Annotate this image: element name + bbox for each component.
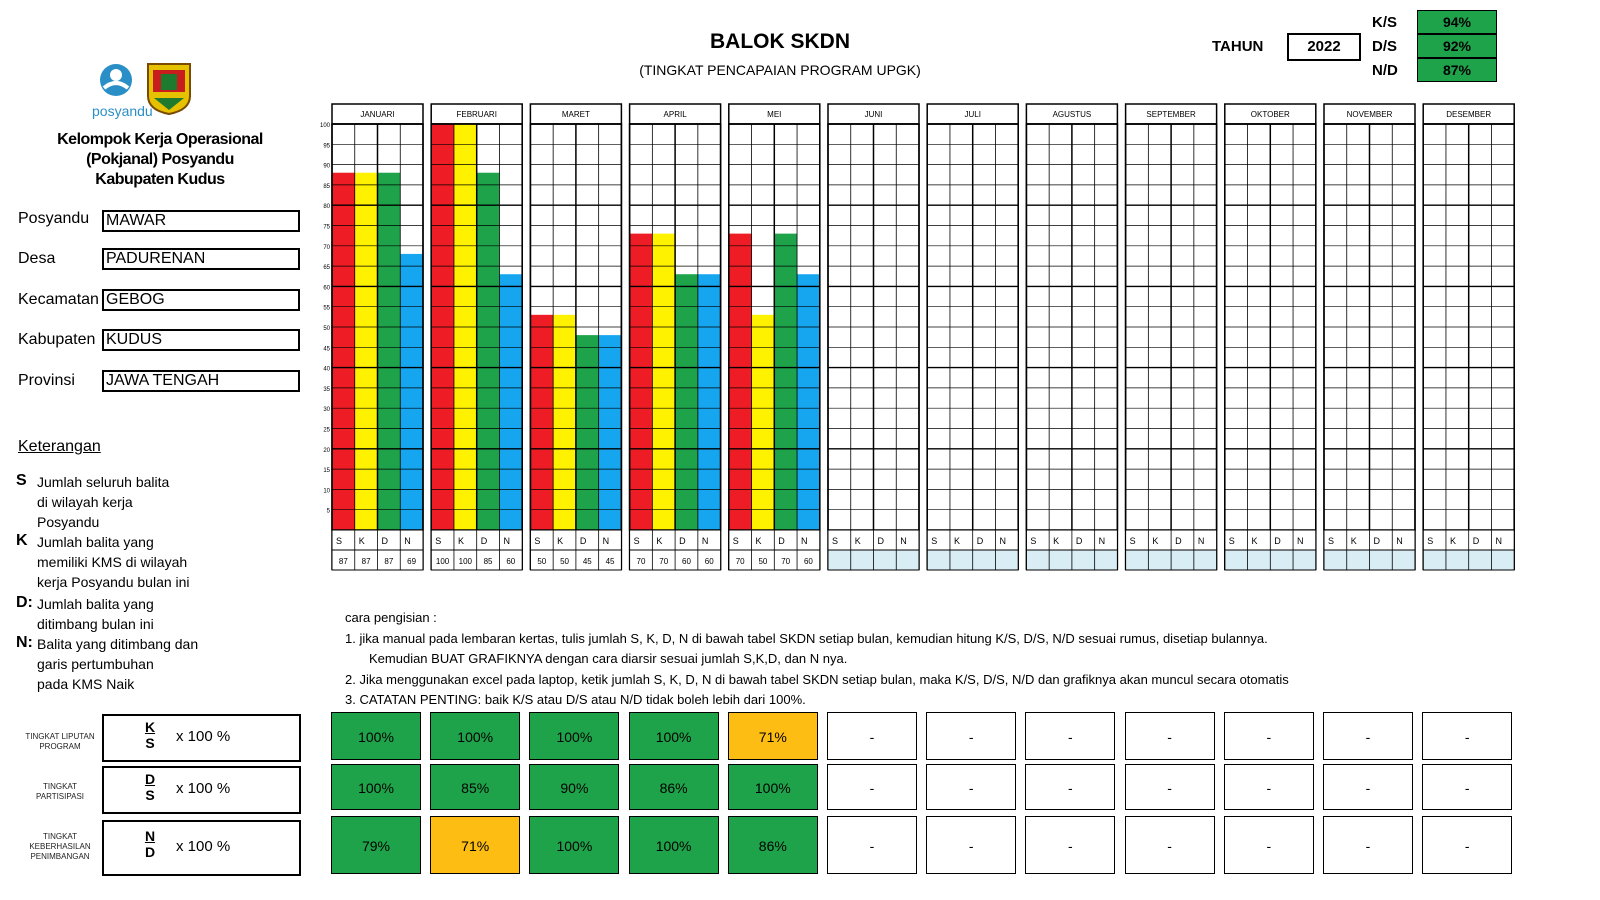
legend-text-d	[37, 594, 237, 634]
fraction-denominator: S	[145, 735, 155, 751]
percentage-cell: 100%	[629, 712, 719, 760]
fraction-nd	[142, 828, 158, 860]
month-label: JUNI	[864, 110, 883, 119]
org-line: Kabupaten Kudus	[95, 171, 225, 188]
skdn-letter: K	[1053, 536, 1060, 546]
percentage-cell: -	[926, 764, 1016, 810]
percentage-cell: 85%	[430, 764, 520, 810]
percentage-cell: -	[926, 816, 1016, 874]
percentage-cell: -	[1025, 816, 1115, 874]
skdn-letter: D	[480, 536, 488, 546]
field-kecamatan[interactable]: GEBOG	[102, 289, 300, 311]
skdn-letter: N	[801, 536, 808, 546]
skdn-letter: K	[953, 536, 960, 546]
org-line: (Pokjanal) Posyandu	[86, 151, 234, 168]
legend-line: Jumlah balita yang	[37, 534, 154, 550]
fraction-denominator: S	[145, 787, 155, 803]
formula-multiplier: x 100 %	[176, 838, 231, 855]
skdn-value: 50	[758, 557, 768, 566]
legend-line: Posyandu	[37, 514, 100, 530]
percentage-cell: -	[1323, 816, 1413, 874]
skdn-letter: K	[854, 536, 861, 546]
legend-key-k: K	[16, 532, 28, 549]
month-label: JANUARI	[360, 110, 395, 119]
instruction-line: cara pengisian :	[345, 610, 437, 625]
skdn-value: 100	[458, 557, 473, 566]
y-tick-label: 85	[323, 183, 330, 190]
percentage-cell: -	[926, 712, 1016, 760]
skdn-letter: N	[602, 536, 610, 546]
skdn-value: 85	[483, 557, 493, 566]
y-tick-label: 65	[323, 265, 330, 272]
percentage-cell: -	[1224, 712, 1314, 760]
skdn-value: 87	[361, 557, 371, 566]
skdn-letter: K	[1152, 536, 1159, 546]
bar-s	[332, 173, 355, 530]
field-provinsi[interactable]: JAWA TENGAH	[102, 370, 300, 392]
month-label: NOVEMBER	[1346, 110, 1393, 119]
skdn-letter: N	[1495, 536, 1502, 546]
legend-key-n: N:	[16, 634, 33, 651]
y-tick-label: 90	[323, 163, 330, 170]
skdn-letter: N	[999, 536, 1006, 546]
skdn-letter: K	[557, 536, 564, 546]
bar-d	[477, 173, 500, 530]
skdn-value: 70	[636, 557, 646, 566]
skdn-letter: S	[336, 536, 343, 546]
field-label-kabupaten: Kabupaten	[18, 331, 96, 348]
y-tick-label: 45	[323, 346, 330, 353]
skdn-letter: S	[1129, 536, 1136, 546]
skdn-letter: S	[1228, 536, 1235, 546]
skdn-letter: S	[832, 536, 839, 546]
legend-line: Jumlah seluruh balita	[37, 474, 170, 490]
bar-d	[576, 335, 599, 530]
instruction-line: Kemudian BUAT GRAFIKNYA dengan cara diarsir sesuai jumlah S,K,D, dan N nya.	[369, 651, 848, 666]
legend-text-n	[37, 634, 237, 694]
skdn-value: 45	[605, 557, 615, 566]
month-label: MARET	[561, 110, 590, 119]
percentage-cell: -	[1422, 764, 1512, 810]
skdn-letter: N	[1197, 536, 1205, 546]
legend-line: kerja Posyandu bulan ini	[37, 574, 190, 590]
skdn-value: 70	[781, 557, 791, 566]
percentage-cell: -	[827, 816, 917, 874]
instructions	[345, 608, 1545, 711]
bar-n	[797, 274, 820, 530]
y-tick-label: 5	[326, 508, 330, 515]
bar-d	[378, 173, 401, 530]
skdn-letter: N	[1098, 536, 1106, 546]
percentage-cell: -	[827, 712, 917, 760]
percentage-cell: -	[1025, 712, 1115, 760]
month-label: APRIL	[663, 110, 687, 119]
skdn-value: 60	[704, 557, 714, 566]
skdn-letter: K	[1251, 536, 1258, 546]
skdn-letter: K	[1350, 536, 1357, 546]
percentage-cell: -	[1224, 816, 1314, 874]
percentage-cell: -	[1125, 764, 1215, 810]
month-label: OKTOBER	[1250, 110, 1290, 119]
bar-s	[630, 234, 653, 530]
field-label-posyandu: Posyandu	[18, 210, 90, 227]
skdn-value: 70	[735, 557, 745, 566]
skdn-letter: S	[534, 536, 541, 546]
percentage-cell: -	[1422, 816, 1512, 874]
percentage-cell: 100%	[629, 816, 719, 874]
y-tick-label: 35	[323, 386, 330, 393]
skdn-letter: D	[679, 536, 686, 546]
y-tick-label: 30	[323, 407, 330, 414]
bar-n	[499, 274, 522, 530]
field-label-kecamatan: Kecamatan	[18, 291, 99, 308]
y-tick-label: 25	[323, 427, 330, 434]
formula-nd	[102, 820, 301, 876]
skdn-value: 60	[682, 557, 691, 566]
legend-key-s: S	[16, 472, 27, 489]
ratio-value-nd: 87%	[1417, 58, 1497, 82]
legend-line: pada KMS Naik	[37, 676, 135, 692]
instruction-line: 1. jika manual pada lembaran kertas, tulis jumlah S, K, D, N di bawah tabel SKDN setiap bulan, kemudian hitung K/S, D/S, N/D sesuai rumus, disetiap bulannya.	[345, 630, 1268, 646]
kudus-emblem-icon	[146, 62, 192, 116]
row-label-liputan: TINGKAT LIPUTAN PROGRAM	[25, 732, 95, 751]
y-tick-label: 100	[319, 123, 330, 129]
percentage-cell: -	[1323, 764, 1413, 810]
skdn-letter: S	[732, 536, 739, 546]
y-tick-label: 40	[323, 366, 330, 373]
y-tick-label: 10	[323, 488, 330, 495]
skdn-letter: D	[1274, 536, 1281, 546]
y-tick-label: 70	[323, 244, 330, 251]
fraction-ds	[142, 771, 158, 803]
org-line: Kelompok Kerja Operasional	[57, 131, 263, 148]
month-label: SEPTEMBER	[1146, 110, 1196, 119]
page-subtitle: (TINGKAT PENCAPAIAN PROGRAM UPGK)	[639, 62, 921, 78]
skdn-bar-chart	[315, 100, 1550, 580]
percentage-cell: 90%	[529, 764, 619, 810]
skdn-letter: D	[1175, 536, 1182, 546]
legend-text-k	[37, 532, 237, 592]
bar-s	[729, 234, 752, 530]
y-tick-label: 55	[323, 305, 330, 312]
field-kabupaten[interactable]: KUDUS	[102, 329, 300, 351]
skdn-value: 100	[435, 557, 450, 566]
ratio-label-ks: K/S	[1372, 14, 1398, 31]
formula-ds	[102, 766, 301, 814]
percentage-cell: 100%	[529, 712, 619, 760]
field-desa[interactable]: PADURENAN	[102, 248, 300, 270]
row-label-partisipasi: TINGKAT PARTISIPASI	[35, 782, 84, 801]
percentage-cell: -	[827, 764, 917, 810]
percentage-cell: 86%	[728, 816, 818, 874]
percentage-cell: -	[1025, 764, 1115, 810]
percentage-cell: -	[1323, 712, 1413, 760]
percentage-cell: 100%	[331, 712, 421, 760]
tahun-input[interactable]: 2022	[1287, 33, 1361, 61]
bar-n	[599, 335, 622, 530]
skdn-letter: D	[1472, 536, 1480, 546]
skdn-value: 69	[407, 557, 417, 566]
skdn-letter: S	[931, 536, 938, 546]
skdn-value: 70	[659, 557, 669, 566]
tahun-label: TAHUN	[1212, 38, 1264, 55]
month-label: FEBRUARI	[456, 110, 497, 119]
bar-k	[652, 234, 675, 530]
skdn-letter: D	[579, 536, 587, 546]
formula-multiplier: x 100 %	[176, 728, 231, 745]
field-posyandu[interactable]: MAWAR	[102, 210, 300, 232]
month-label: JULI	[964, 110, 981, 119]
ratio-value-ks: 94%	[1417, 10, 1497, 34]
percentage-cell: 71%	[430, 816, 520, 874]
skdn-letter: N	[900, 536, 907, 546]
y-tick-label: 60	[323, 285, 330, 292]
field-label-desa: Desa	[18, 250, 56, 267]
ratio-label-ds: D/S	[1372, 38, 1398, 55]
skdn-letter: D	[877, 536, 884, 546]
y-tick-label: 50	[323, 326, 330, 332]
skdn-letter: K	[656, 536, 663, 546]
skdn-letter: N	[1396, 536, 1403, 546]
skdn-value: 45	[582, 557, 592, 566]
skdn-letter: K	[358, 536, 365, 546]
legend-key-d: D:	[16, 594, 33, 611]
field-label-provinsi: Provinsi	[18, 372, 75, 389]
fraction-denominator: D	[144, 844, 156, 860]
skdn-letter: D	[1075, 536, 1083, 546]
percentage-cell: -	[1224, 764, 1314, 810]
skdn-letter: K	[755, 536, 762, 546]
legend-text-s	[37, 472, 237, 532]
legend-line: Balita yang ditimbang dan	[37, 636, 199, 652]
ratio-value-ds: 92%	[1417, 34, 1497, 58]
skdn-letter: S	[633, 536, 640, 546]
percentage-cell: -	[1422, 712, 1512, 760]
skdn-letter: D	[381, 536, 388, 546]
percentage-cell: 100%	[331, 764, 421, 810]
legend-line: garis pertumbuhan	[37, 656, 154, 672]
page-title: BALOK SKDN	[710, 30, 850, 53]
percentage-cell: -	[1125, 816, 1215, 874]
skdn-value: 50	[537, 557, 547, 566]
bar-n	[400, 254, 423, 530]
keterangan-title: Keterangan	[18, 438, 101, 455]
fraction-numerator: N	[144, 828, 156, 844]
organization-name	[40, 130, 280, 190]
y-tick-label: 15	[323, 468, 330, 475]
month-label: AGUSTUS	[1052, 110, 1092, 119]
percentage-cell: 100%	[430, 712, 520, 760]
legend-line: di wilayah kerja	[37, 494, 133, 510]
bar-d	[675, 274, 698, 530]
skdn-letter: S	[1328, 536, 1335, 546]
formula-multiplier: x 100 %	[176, 780, 231, 797]
percentage-cell: 86%	[629, 764, 719, 810]
skdn-letter: N	[1297, 536, 1304, 546]
bar-d	[774, 234, 797, 530]
percentage-cell: 100%	[529, 816, 619, 874]
skdn-letter: N	[503, 536, 510, 546]
fraction-numerator: D	[144, 771, 156, 787]
y-tick-label: 20	[323, 447, 330, 454]
posyandu-logo-text: posyandu	[92, 103, 153, 119]
skdn-value: 60	[506, 557, 516, 566]
skdn-value: 87	[338, 557, 348, 566]
month-label: MEI	[767, 110, 782, 119]
row-label-keberhasilan: TINGKAT KEBERHASILAN PENIMBANGAN	[29, 832, 91, 861]
formula-ks	[102, 714, 301, 762]
ratio-label-nd: N/D	[1372, 62, 1398, 79]
month-label: DESEMBER	[1446, 110, 1492, 119]
percentage-cell: 79%	[331, 816, 421, 874]
logo-area	[92, 58, 202, 120]
skdn-letter: D	[778, 536, 785, 546]
bar-n	[698, 274, 721, 530]
skdn-letter: N	[701, 536, 709, 546]
percentage-cell: 71%	[728, 712, 818, 760]
percentage-cell: -	[1125, 712, 1215, 760]
y-tick-label: 80	[323, 204, 330, 211]
y-tick-label: 75	[323, 224, 330, 231]
fraction-ks	[142, 719, 158, 751]
skdn-letter: K	[457, 536, 464, 546]
legend-line: ditimbang bulan ini	[37, 616, 154, 632]
skdn-value: 87	[384, 557, 394, 566]
skdn-letter: D	[976, 536, 984, 546]
bar-k	[355, 173, 378, 530]
skdn-letter: S	[1030, 536, 1037, 546]
y-tick-label: 95	[323, 143, 330, 150]
skdn-value: 60	[803, 557, 813, 566]
instruction-line: 3. CATATAN PENTING: baik K/S atau D/S atau N/D tidak boleh lebih dari 100%.	[345, 692, 806, 707]
legend-line: memiliki KMS di wilayah	[37, 554, 188, 570]
fraction-numerator: K	[144, 719, 156, 735]
percentage-cell: 100%	[728, 764, 818, 810]
skdn-letter: K	[1449, 536, 1456, 546]
skdn-letter: S	[1427, 536, 1434, 546]
skdn-value: 50	[560, 557, 569, 566]
instruction-line: 2. Jika menggunakan excel pada laptop, ketik jumlah S, K, D, N di bawah tabel SKDN setiap bulan, maka K/S, D/S, N/D dan grafiknya akan muncul secara otomatis	[345, 671, 1289, 687]
skdn-letter: D	[1373, 536, 1380, 546]
skdn-letter: N	[404, 536, 411, 546]
legend-line: Jumlah balita yang	[37, 596, 154, 612]
skdn-letter: S	[435, 536, 442, 546]
